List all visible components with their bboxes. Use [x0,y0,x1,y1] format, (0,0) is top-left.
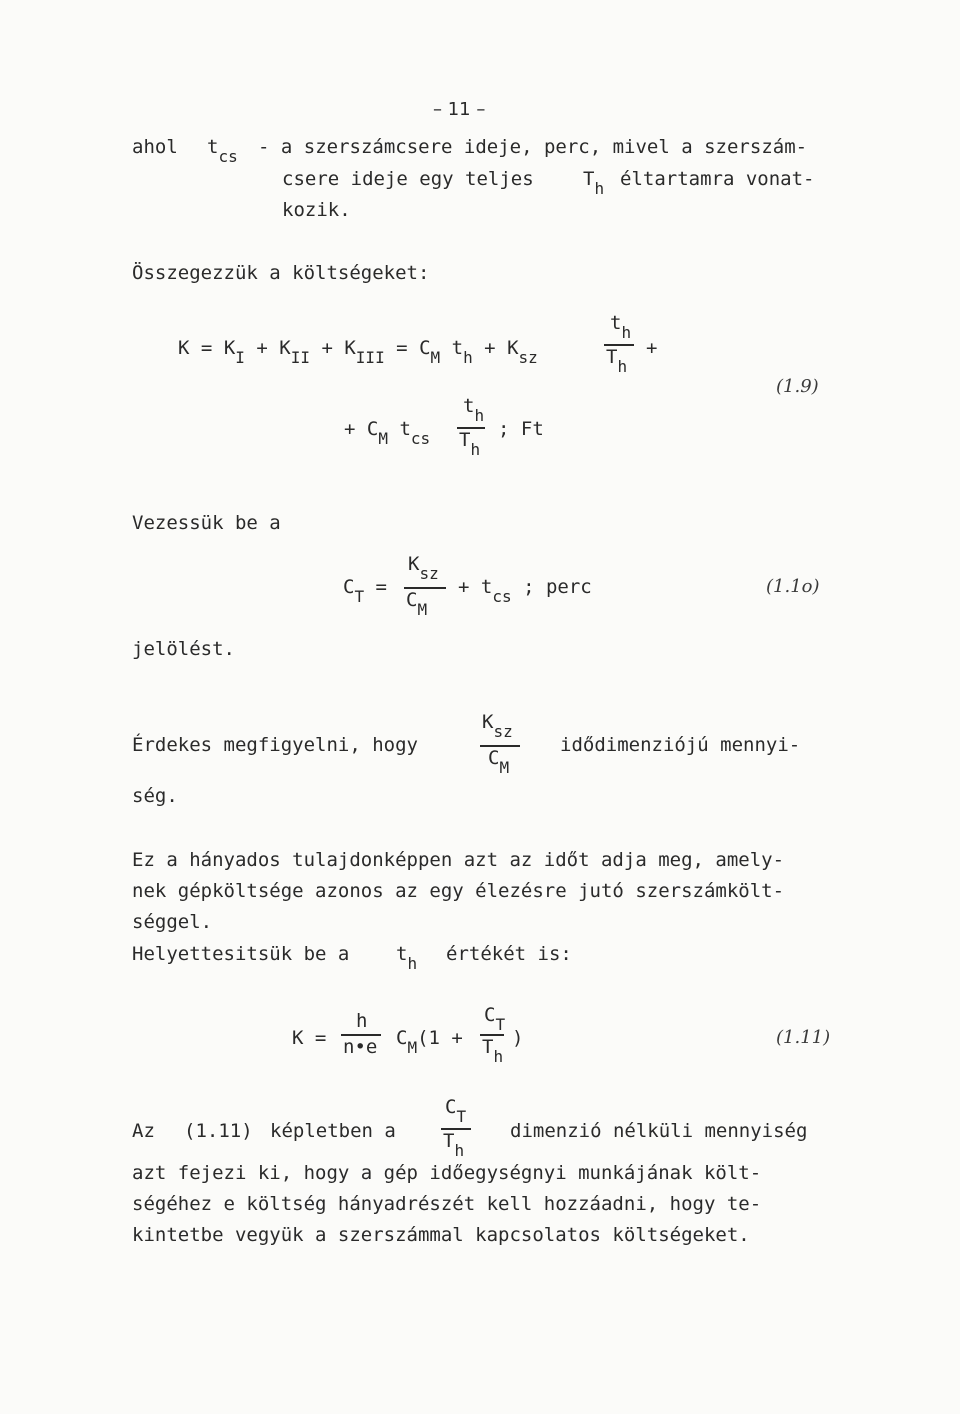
observe-text-b: idődimenziójú mennyi- [560,734,801,756]
observe-fraction [480,713,524,783]
eq110-rhs: + $t_{cs}$ ; perc [458,576,592,606]
def-line-2-symbol: $T_h$ [583,168,605,198]
fraction-numerator: $C_T$ [445,1096,467,1126]
eq19-unit: ; Ft [498,418,544,440]
eq110-number: (1.1o) [766,576,820,597]
fraction-denominator: $C_M$ [488,747,510,777]
page-number: – 11 – [433,99,486,120]
eq111-fraction-1 [341,1012,385,1062]
fraction-denominator: $T_h$ [459,429,481,459]
intro-text: Vezessük be a [132,512,281,534]
closing-line-3: ségéhez e költség hányadrészét kell hozzáadni, hogy te- [132,1193,762,1215]
paragraph-line-2: nek gépköltsége azonos az egy élezésre jutó szerszámkölt- [132,880,785,902]
eq19-trailing-plus: + [646,337,658,359]
fraction-numerator: h [356,1010,368,1032]
def-line-3: kozik. [282,199,351,221]
substitute-symbol: $t_h$ [396,943,418,973]
paragraph-line-3: séggel. [132,911,213,933]
fraction-denominator: $T_h$ [443,1130,465,1160]
closing-line-1c: dimenzió nélküli mennyiség [510,1120,808,1142]
eq110-lhs: $C_T$ = [343,576,387,606]
fraction-denominator: $C_M$ [406,589,428,619]
fraction-denominator: n•e [343,1036,378,1058]
closing-line-2: azt fejezi ki, hogy a gép időegységnyi munkájának költ- [132,1162,762,1184]
eq110-fraction [404,555,448,625]
substitute-text-a: Helyettesitsük be a [132,943,350,965]
fraction-numerator: $t_h$ [610,312,632,342]
eq111-close: ) [512,1027,524,1049]
def-lead: ahol [132,136,178,158]
paragraph-line-1: Ez a hányados tulajdonképpen azt az időt adja meg, amely- [132,849,785,871]
def-line-2b: éltartamra vonat- [620,168,815,190]
def-line-1: - a szerszámcsere ideje, perc, mivel a szerszám- [258,136,808,158]
eq19-lhs: $K = K_I + K_{II} + K_{III} = C_M$ $t_h + K_{sz}$ [178,337,538,367]
eq19-number: (1.9) [776,376,819,397]
jeloles-text: jelölést. [132,638,235,660]
closing-line-4: kintetbe vegyük a szerszámmal kapcsolatos költségeket. [132,1224,750,1246]
eq19-line-2: + $C_M$ $t_{cs}$ [344,418,431,448]
fraction-numerator: $t_h$ [463,395,485,425]
def-line-2a: csere ideje egy teljes [282,168,534,190]
summing-text: Összegezzük a költségeket: [132,262,430,284]
fraction-numerator: $K_{sz}$ [408,553,439,583]
observe-text-a: Érdekes megfigyelni, hogy [132,734,418,756]
fraction-numerator: $C_T$ [484,1004,506,1034]
eq111-fraction-2 [480,1006,514,1072]
fraction-numerator: $K_{sz}$ [482,711,513,741]
closing-ref: (1.11) [184,1120,253,1142]
def-symbol: $t_{cs}$ [207,136,238,166]
fraction-denominator: $T_h$ [482,1036,504,1066]
observe-text-c: ség. [132,785,178,807]
eq111-lhs: K = [292,1027,327,1049]
fraction-bar [480,745,520,747]
eq111-middle: $C_M(1$ + [396,1027,463,1057]
eq19-fraction-2 [457,397,491,463]
fraction-denominator: $T_h$ [606,346,628,376]
substitute-text-b: értékét is: [446,943,572,965]
closing-line-1a: Az [132,1120,155,1142]
eq19-fraction-1 [604,314,638,380]
closing-line-1b: képletben a [270,1120,396,1142]
eq111-number: (1.11) [776,1027,831,1048]
closing-fraction [441,1098,477,1164]
